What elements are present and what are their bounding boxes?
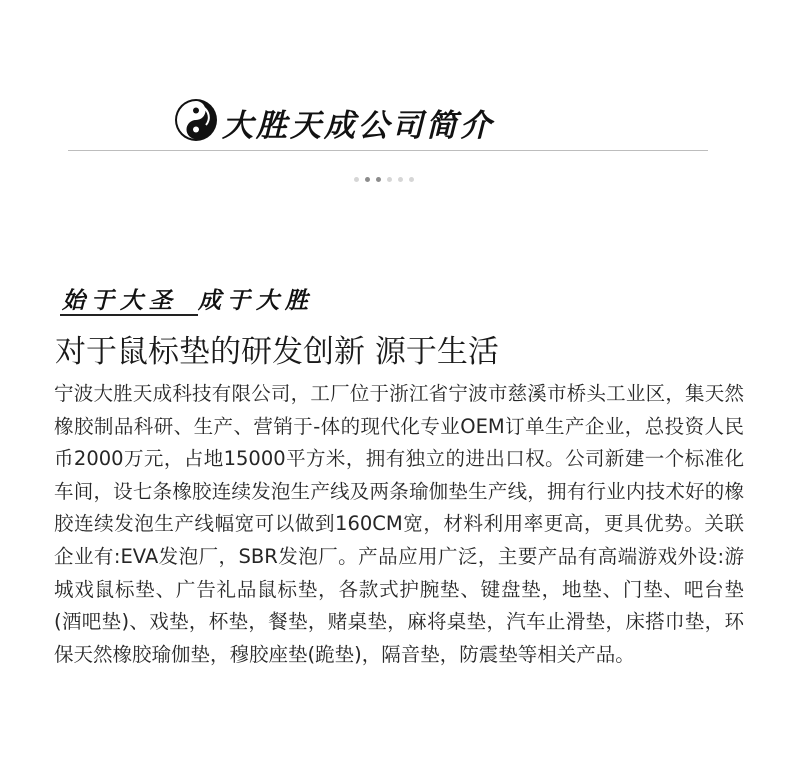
slogan-part-1: 始于大圣 (62, 287, 178, 314)
taiji-logo-icon (173, 97, 219, 143)
header-divider (68, 150, 708, 151)
slogan-part-2: 成于大胜 (198, 287, 314, 314)
carousel-dot[interactable] (398, 177, 403, 182)
carousel-dot[interactable] (376, 177, 381, 182)
carousel-dot[interactable] (365, 177, 370, 182)
carousel-dot[interactable] (409, 177, 414, 182)
slogan (62, 282, 314, 315)
section-headline: 对于鼠标垫的研发创新 源于生活 (55, 334, 499, 370)
page-title: 大胜天成公司简介 (222, 108, 494, 144)
company-description: 宁波大胜天成科技有限公司，工厂位于浙江省宁波市慈溪市桥头工业区，集天然橡胶制品科研、生产、营销于-体的现代化专业OEM订单生产企业，总投资人民币2000万元，占地15000平方米，拥有独立的进出口权。公司新建一个标准化车间，设七条橡胶连续发泡生产线及两条瑜伽垫生产线，拥有行业内技术好的橡胶连续发泡生产线幅宽可以做到160CM宽，材料利用率更高，更具优势。关联企业有:EVA发泡厂，SBR发泡厂。产品应用广泛，主要产品有高端游戏外设:游城戏鼠标垫、广告礼品鼠标垫，各款式护腕垫、键盘垫，地垫、门垫、吧台垫(酒吧垫)、戏垫，杯垫，餐垫，赌桌垫，麻将桌垫，汽车止滑垫，床搭巾垫，环保天然橡胶瑜伽垫，穆胶座垫(跪垫)，隔音垫，防震垫等相关产品。 (54, 382, 744, 666)
page-header (0, 92, 790, 148)
slogan-underline (60, 314, 198, 316)
carousel-indicator[interactable] (354, 177, 414, 183)
carousel-dot[interactable] (354, 177, 359, 182)
carousel-dot[interactable] (387, 177, 392, 182)
